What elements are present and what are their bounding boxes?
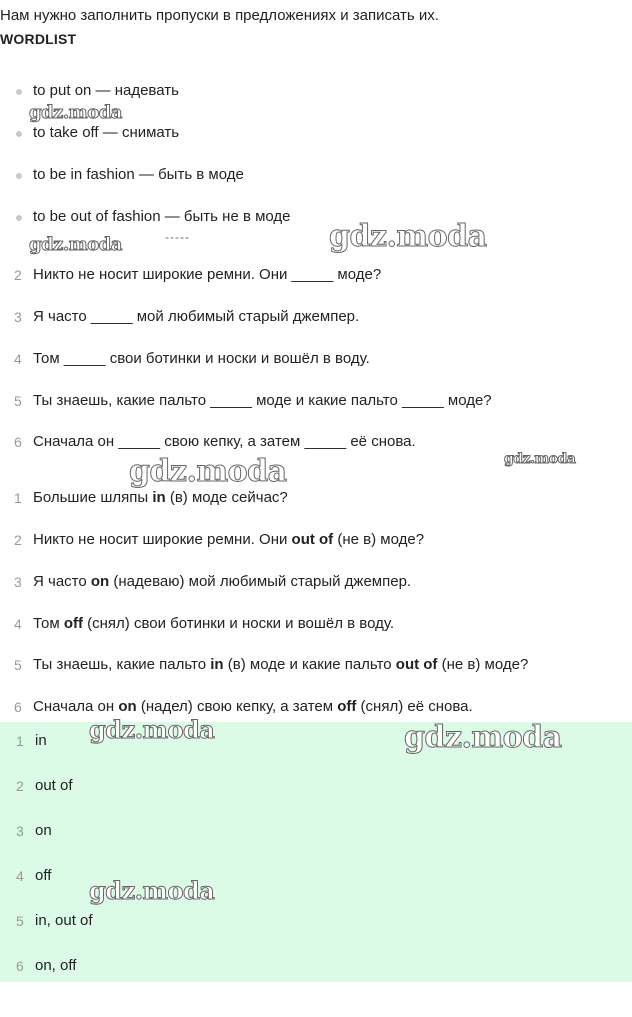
wordlist-heading: WORDLIST bbox=[0, 31, 77, 47]
watermark: gdz.moda bbox=[29, 234, 122, 255]
answer-word: out of bbox=[291, 531, 334, 548]
question-text: Никто не носит широкие ремни. Они _____ моде? bbox=[33, 266, 382, 283]
watermark: gdz.moda bbox=[404, 720, 562, 755]
question-number: 2 bbox=[14, 267, 22, 283]
intro-text: Нам нужно заполнить пропуски в предложениях и записать их. bbox=[0, 7, 439, 24]
solution-number: 3 bbox=[14, 574, 22, 590]
wordlist-item: to take off — снимать bbox=[33, 124, 180, 141]
question-number: 6 bbox=[14, 434, 22, 450]
question-text: Я часто _____ мой любимый старый джемпер. bbox=[33, 308, 360, 325]
solution-text: Я часто on (надеваю) мой любимый старый джемпер. bbox=[33, 573, 412, 590]
answer-text: on, off bbox=[35, 957, 77, 974]
watermark: gdz.moda bbox=[89, 715, 215, 744]
wordlist-item: to be out of fashion — быть не в моде bbox=[33, 208, 291, 225]
answer-word: off bbox=[63, 615, 83, 632]
answer-word: in bbox=[210, 656, 224, 673]
solution-text: Ты знаешь, какие пальто in (в) моде и какие пальто out of (не в) моде? bbox=[33, 656, 529, 673]
answer-number: 5 bbox=[16, 913, 24, 929]
answers-panel bbox=[0, 722, 632, 982]
solution-number: 1 bbox=[14, 490, 22, 506]
answer-text: in, out of bbox=[35, 912, 93, 929]
question-text: Том _____ свои ботинки и носки и вошёл в воду. bbox=[33, 350, 370, 367]
solution-text: Сначала он on (надел) свою кепку, а затем off (снял) её снова. bbox=[33, 698, 473, 715]
answer-number: 4 bbox=[16, 868, 24, 884]
answer-number: 3 bbox=[16, 823, 24, 839]
solution-number: 6 bbox=[14, 699, 22, 715]
solution-number: 4 bbox=[14, 616, 22, 632]
question-number: 3 bbox=[14, 309, 22, 325]
answer-text: on bbox=[35, 822, 52, 839]
answer-number: 2 bbox=[16, 778, 24, 794]
question-number: 4 bbox=[14, 351, 22, 367]
answer-word: off bbox=[337, 698, 357, 715]
bullet-dot bbox=[16, 173, 22, 179]
question-number: 5 bbox=[14, 393, 22, 409]
wordlist-item: to be in fashion — быть в моде bbox=[33, 166, 244, 183]
answer-text: out of bbox=[35, 777, 73, 794]
answer-word: on bbox=[90, 573, 110, 590]
watermark: gdz.moda bbox=[504, 451, 576, 467]
solution-text: Никто не носит широкие ремни. Они out of (не в) моде? bbox=[33, 531, 425, 548]
solution-text: Большие шляпы in (в) моде сейчас? bbox=[33, 489, 288, 506]
answer-word: out of bbox=[395, 656, 438, 673]
solution-number: 2 bbox=[14, 532, 22, 548]
bullet-dot bbox=[16, 215, 22, 221]
watermark: gdz.moda bbox=[89, 876, 215, 905]
answer-text: in bbox=[35, 732, 47, 749]
watermark: gdz.moda bbox=[129, 454, 287, 489]
bullet-dot bbox=[16, 131, 22, 137]
answer-word: on bbox=[118, 698, 137, 715]
answer-word: in bbox=[152, 489, 166, 506]
bullet-dot bbox=[16, 89, 22, 95]
answer-text: off bbox=[35, 867, 52, 884]
answer-number: 6 bbox=[16, 958, 24, 974]
answer-number: 1 bbox=[16, 733, 24, 749]
wordlist-item: to put on — надевать bbox=[33, 82, 179, 99]
solution-text: Том off (снял) свои ботинки и носки и вошёл в воду. bbox=[33, 615, 395, 632]
dash-mark: ----- bbox=[165, 230, 190, 244]
question-text: Ты знаешь, какие пальто _____ моде и какие пальто _____ моде? bbox=[33, 392, 492, 409]
solution-number: 5 bbox=[14, 657, 22, 673]
watermark: gdz.moda bbox=[29, 102, 122, 123]
question-text: Сначала он _____ свою кепку, а затем _____ её снова. bbox=[33, 433, 416, 450]
watermark: gdz.moda bbox=[329, 219, 487, 254]
